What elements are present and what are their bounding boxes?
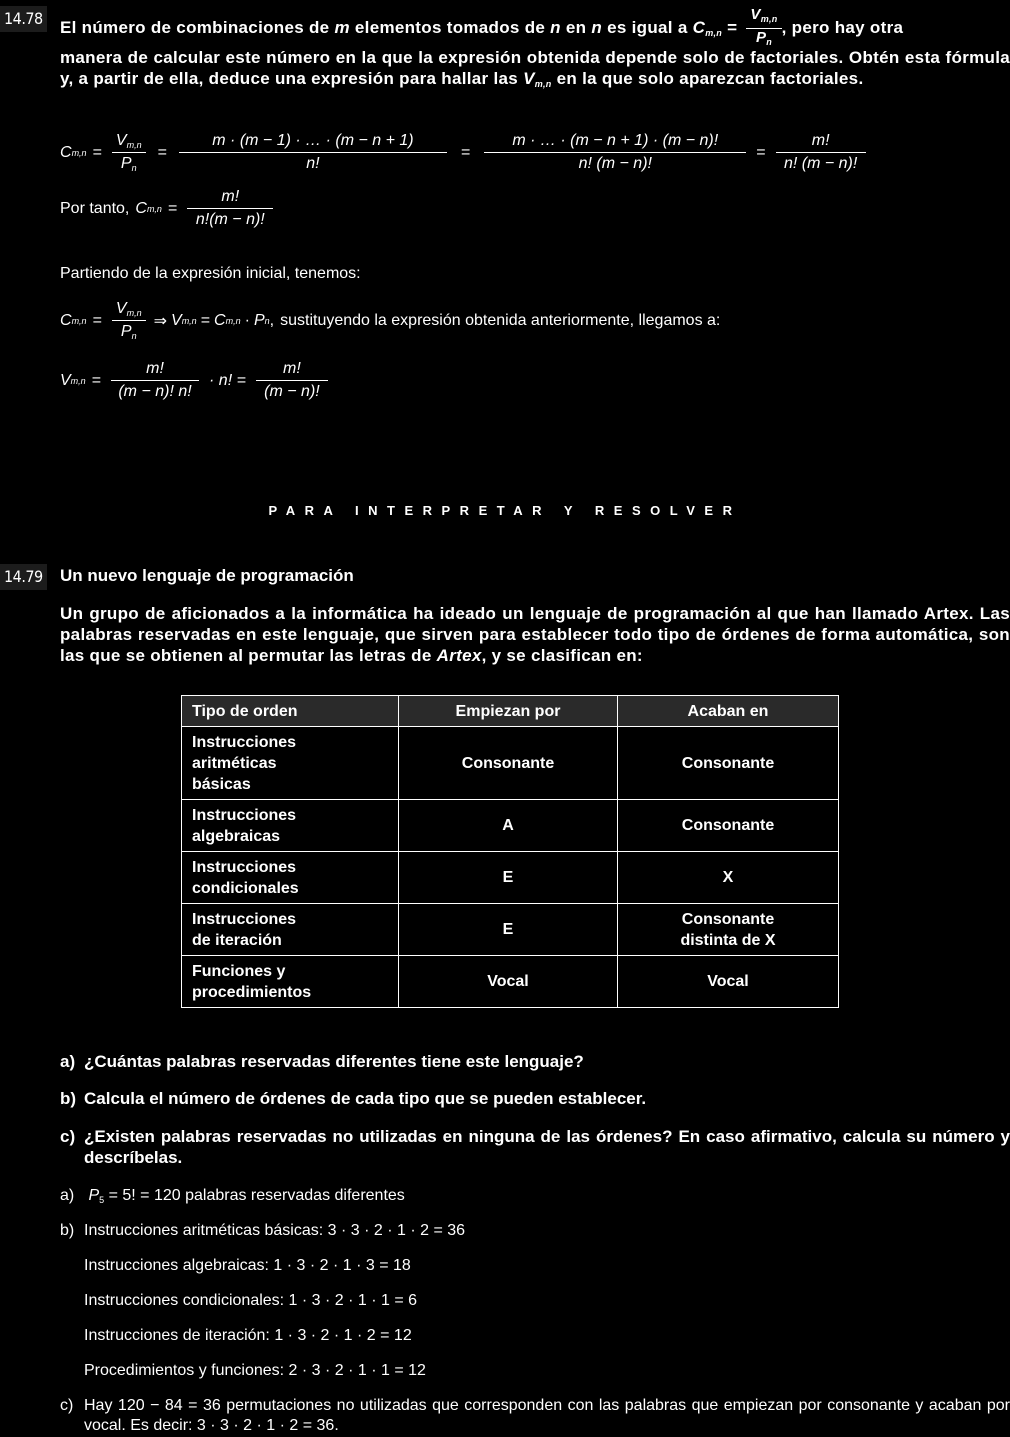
answer-c-text: Hay 120 − 84 = 36 permutaciones no utilizadas que corresponden con las palabras que empiezan por consonante y acaban por vocal. Es decir: 3 · 3 · 2 · 1 · 2 = 36.: [84, 1397, 1010, 1434]
table-cell: X: [618, 852, 839, 904]
equals-sign: =: [92, 311, 102, 329]
subscript: m,n: [534, 79, 552, 89]
implies-symbol: ⇒: [153, 312, 168, 330]
table-cell: Consonante: [399, 727, 618, 800]
derivation-combinations: [60, 132, 870, 173]
derivation-result: [60, 188, 277, 229]
answer-b-line: Instrucciones condicionales: 1 · 3 · 2 · 1 · 1 = 6: [84, 1292, 418, 1309]
table-cell: Instrucciones condicionales: [182, 852, 399, 904]
numerator: m!: [256, 360, 328, 381]
times-n-factorial: · n! =: [209, 371, 246, 389]
column-header: Empiezan por: [399, 696, 618, 727]
fraction: [111, 360, 199, 401]
subscript: m,n: [71, 147, 87, 158]
artex-word: Artex: [436, 646, 482, 665]
denominator: (m − n)! n!: [118, 383, 192, 400]
table-cell: Instrucciones aritméticas básicas: [182, 727, 399, 800]
derivation-variations: C m,n = $\frac{V_{m,n}}{P_n}$ ⇒ V m,n = C m,n · P n , sustituyendo la expresión obtenida anteriormente, llegamos a:: [60, 300, 721, 341]
table-row: [182, 904, 839, 956]
table-row: [182, 800, 839, 852]
numerator: m · (m − 1) · … · (m − n + 1): [179, 132, 447, 153]
var-V: V: [523, 69, 535, 88]
question-a: [60, 1051, 1010, 1072]
exercise-number-badge: 14.79: [0, 564, 47, 590]
column-header: Acaban en: [618, 696, 839, 727]
por-tanto-label: Por tanto,: [60, 199, 130, 217]
subscript: n: [766, 37, 773, 47]
statement-part: El número de combinaciones de: [60, 17, 330, 37]
statement-part: , pero hay otra: [781, 17, 904, 37]
sustituyendo-text: sustituyendo la expresión obtenida anteriormente, llegamos a:: [280, 311, 721, 329]
var-C: C: [60, 311, 72, 329]
table-cell: E: [399, 904, 618, 956]
exercise-intro: [60, 603, 1010, 666]
statement-part: en la que solo aparezcan factoriales.: [556, 69, 864, 88]
numerator: m!: [187, 188, 273, 209]
fraction: [187, 188, 273, 229]
fraction: [484, 132, 746, 173]
partiendo-text: Partiendo de la expresión inicial, tenemos:: [60, 265, 361, 282]
column-header: Tipo de orden: [182, 696, 399, 727]
orders-table: [181, 695, 839, 1008]
question-b: [60, 1088, 1010, 1109]
subscript: 5: [99, 1195, 105, 1205]
question-text: Calcula el número de órdenes de cada tipo que se pueden establecer.: [84, 1089, 647, 1108]
answer-b-line: Instrucciones aritméticas básicas: 3 · 3 · 2 · 1 · 2 = 36: [84, 1222, 466, 1239]
table-cell: Funciones y procedimientos: [182, 956, 399, 1008]
var-C: C: [692, 17, 706, 37]
subscript: m,n: [71, 315, 87, 326]
question-label: b): [60, 1089, 77, 1108]
var-m: m: [334, 17, 350, 37]
answer-a: [60, 1186, 405, 1210]
var-C: C: [214, 311, 226, 329]
fraction: [256, 360, 328, 401]
denominator: (m − n)!: [264, 383, 320, 400]
statement-part: es igual a: [607, 17, 688, 37]
denominator: n!(m − n)!: [195, 211, 265, 228]
table-cell: Vocal: [399, 956, 618, 1008]
table-row: [182, 956, 839, 1008]
var-P: P: [88, 1187, 100, 1204]
statement-part: manera de calcular este número en la que la expresión obtenida depende solo de factoriales. Obtén esta fórmula y, a partir de ella, deduce una expresión para hallar las: [60, 48, 1010, 88]
table-row: [182, 727, 839, 800]
table-cell: A: [399, 800, 618, 852]
table-header-row: [182, 696, 839, 727]
equals-sign: =: [460, 143, 471, 161]
denominator: n! (m − n)!: [578, 155, 652, 172]
answer-b-line: Instrucciones algebraicas: 1 · 3 · 2 · 1 · 3 = 18: [84, 1257, 411, 1274]
var-C: C: [60, 143, 72, 161]
var-P: P: [755, 29, 767, 46]
table-cell: Vocal: [618, 956, 839, 1008]
fraction: [179, 132, 447, 173]
table-cell: Consonante distinta de X: [618, 904, 839, 956]
denominator: n! (m − n)!: [783, 155, 858, 172]
table-cell: Consonante: [618, 727, 839, 800]
intro-text: , y se clasifican en:: [481, 646, 643, 665]
fraction: [112, 132, 146, 173]
var-V: V: [60, 371, 71, 389]
intro-text: Un grupo de aficionados a la informática ha ideado un lenguaje de programación al que han llamado Artex. Las palabras reservadas en este lenguaje, que sirven para establecer todo tipo de órdenes de forma automática, son las que se obtienen al permutar las letras de: [60, 604, 1010, 665]
exercise-title: Un nuevo lenguaje de programación: [60, 566, 354, 585]
subscript: m,n: [705, 27, 723, 38]
fraction: [112, 300, 146, 341]
subscript: m,n: [225, 315, 241, 326]
derivation-variations-result: [60, 360, 332, 401]
subscript: n: [131, 163, 137, 173]
fraction: [776, 132, 866, 173]
dot-operator: ·: [244, 311, 250, 329]
denominator: n!: [306, 155, 320, 172]
question-label: a): [60, 1052, 76, 1071]
var-P: P: [253, 311, 265, 329]
var-V: V: [115, 132, 127, 149]
subscript: m,n: [126, 308, 142, 318]
subscript: m,n: [70, 375, 86, 386]
question-text: ¿Existen palabras reservadas no utilizadas en ninguna de las órdenes? En caso afirmativo, calcula su número y descríbelas.: [84, 1127, 1010, 1167]
var-n: n: [591, 17, 603, 37]
table-cell: E: [399, 852, 618, 904]
exercise-statement-line1: [60, 8, 1010, 49]
equals-sign: =: [167, 199, 178, 217]
table-row: [182, 852, 839, 904]
var-C: C: [135, 199, 147, 217]
equals-sign: =: [727, 17, 738, 37]
equals-sign: =: [157, 143, 167, 161]
var-V: V: [750, 6, 761, 23]
answer-b-line: Procedimientos y funciones: 2 · 3 · 2 · 1 · 1 = 12: [84, 1362, 426, 1379]
section-title: PARA INTERPRETAR Y RESOLVER: [268, 503, 742, 518]
var-P: P: [120, 323, 132, 340]
subscript: m,n: [760, 14, 778, 24]
subscript: n: [131, 331, 137, 341]
exercise-statement-rest: [60, 47, 1010, 95]
numerator: m!: [111, 360, 199, 381]
subscript: m,n: [146, 203, 162, 214]
var-V: V: [171, 311, 182, 329]
var-n: n: [550, 17, 561, 37]
subscript: n: [264, 315, 270, 326]
answer-b-line: Instrucciones de iteración: 1 · 3 · 2 · 1 · 2 = 12: [84, 1327, 412, 1344]
subscript: m,n: [181, 315, 197, 326]
numerator: m!: [776, 132, 866, 153]
statement-part: en: [565, 17, 587, 37]
question-c: [60, 1126, 1010, 1168]
statement-text: [60, 8, 903, 49]
subscript: m,n: [126, 140, 142, 150]
question-label: c): [60, 1127, 76, 1146]
equals-sign: =: [92, 143, 102, 161]
numerator: m · … · (m − n + 1) · (m − n)!: [484, 132, 746, 153]
table-cell: Instrucciones algebraicas: [182, 800, 399, 852]
answer-text: = 5! = 120 palabras reservadas diferentes: [108, 1187, 405, 1204]
question-text: ¿Cuántas palabras reservadas diferentes tiene este lenguaje?: [84, 1052, 584, 1071]
table-cell: Consonante: [618, 800, 839, 852]
equals-sign: =: [756, 143, 766, 161]
equals-sign: =: [91, 371, 102, 389]
fraction-V-over-P: [746, 8, 781, 49]
exercise-number-badge: 14.78: [0, 6, 47, 32]
answer-label: a): [60, 1187, 75, 1204]
answer-b-label: b): [60, 1222, 75, 1239]
answer-c-label: c): [60, 1397, 74, 1414]
statement-part: elementos tomados de: [354, 17, 546, 37]
table-cell: Instrucciones de iteración: [182, 904, 399, 956]
var-P: P: [120, 155, 132, 172]
var-V: V: [115, 300, 127, 317]
equals-sign: =: [200, 311, 211, 329]
